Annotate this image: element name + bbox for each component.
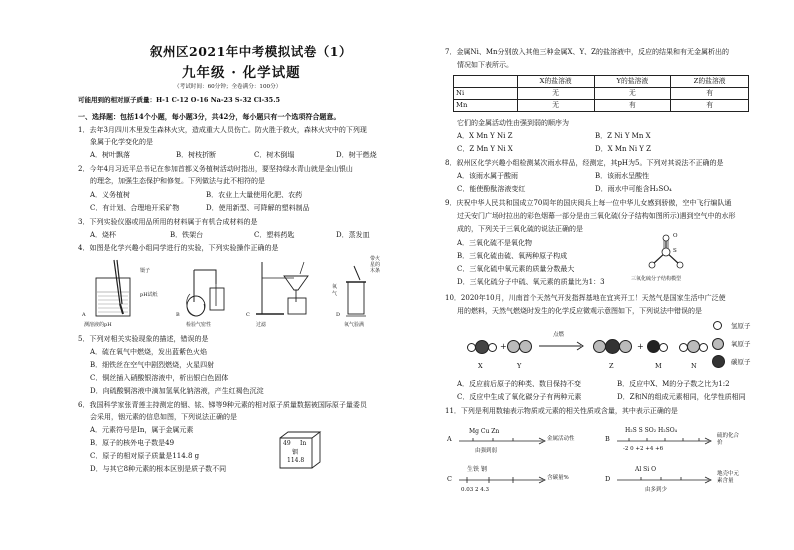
q2-option-d: D．使用新型、可降解的塑料制品 [206, 204, 310, 212]
q2-stem-line2: 的理念，加强生态保护和修复。下列做法与此不相符的是 [90, 177, 265, 185]
q6-option-d: D．与其它8种元素的根本区别是质子数不同 [90, 465, 227, 473]
figure-ph-test [92, 256, 154, 320]
label-m: M [655, 362, 662, 370]
q3-stem: 3．下列实验仪器或用品所用的材料属于有机合成材料的是 [78, 218, 258, 226]
q10-option-d: D．Z和N的组成元素相同，化学性质相同 [617, 393, 746, 401]
left-column [78, 0, 408, 550]
figure-filtration [248, 258, 322, 320]
fig-d-label-3: 木条 [370, 268, 381, 274]
q7-stem-line1: 7．金属Ni、Mn分别放入其他三种金属X、Y、Z的盐溶液中，反应的结果和有无金属析出的 [445, 48, 729, 56]
q6-option-b: B．原子的核外电子数是49 [90, 439, 175, 447]
table-cell: 有 [671, 88, 749, 100]
legend-c-label: 碳原子 [731, 358, 751, 366]
q11-b-letter: B [605, 435, 610, 443]
q10-option-a: A．反应前后原子的种类、数目保持不变 [457, 380, 582, 388]
q5-option-d: D．向硫酸铜溶液中滴加氢氧化钠溶液，产生红褐色沉淀 [90, 387, 264, 395]
label-z: Z [609, 362, 614, 370]
q2-option-b: B．农业上大量使用化肥、农药 [206, 191, 303, 199]
legend-c-swatch [712, 355, 725, 368]
q11-d-top: Al Si O [635, 466, 657, 473]
q8-option-b: B．该雨水呈酸性 [595, 172, 650, 180]
reaction-condition: 点燃 [553, 332, 565, 338]
q9-option-b: B．三氧化硫由硫、氧两种原子构成 [457, 252, 568, 260]
q11-stem: 11．下列是利用数轴表示物质或元素的相关性质或含量，其中表示正确的是 [445, 407, 678, 415]
element-atomic-number: 49 [283, 440, 291, 447]
q11-a-top: Mg Cu Zn [469, 428, 500, 435]
q11-b-top: H₂S S SO₂ H₂SO₄ [625, 427, 678, 434]
table-cell: 无 [517, 100, 594, 112]
label-n: N [691, 362, 697, 370]
n-molecule-h [699, 343, 708, 352]
fig-c-letter: C [246, 312, 250, 318]
legend-h-label: 氢原子 [731, 322, 751, 330]
x-molecule-h [488, 343, 497, 352]
q7-option-c: C．Z Mn Y Ni X [457, 145, 513, 153]
figure-airtightness [182, 264, 232, 320]
legend-o-label: 氧原子 [731, 340, 751, 348]
table-cell: Ni [454, 88, 518, 100]
fig-a-letter: A [82, 312, 86, 318]
q5-stem: 5．下列对相关实验现象的描述，错误的是 [78, 335, 209, 343]
q9-stem-line1: 9．庆祝中华人民共和国成立70周年的国庆阅兵上每一位中华儿女感到骄傲，空中飞行编队通 [445, 199, 732, 207]
plus-sign: + [500, 342, 507, 351]
fig-d-label-1: 带火 [370, 256, 381, 262]
fig-b-letter: B [176, 312, 180, 318]
q11-d-bottom: 由多到少 [645, 487, 668, 493]
exam-title: 叙州区2021年中考模拟试卷（1） [150, 44, 352, 59]
q11-a-label: 金属活动性 [547, 436, 575, 442]
q5-option-b: B．细铁丝在空气中剧烈燃烧，火星四射 [90, 361, 215, 369]
y-molecule-o [519, 340, 532, 353]
q11-c-top: 生铁 钢 [467, 466, 487, 473]
q3-option-b: B．铁架台 [170, 231, 204, 239]
fig-c-caption: 过滤 [256, 322, 267, 328]
q7-option-b: B．Z Ni Y Mn X [595, 132, 651, 140]
q9-option-c: C．三氧化硫中氧元素的质量分数最大 [457, 265, 575, 273]
q11-c-axis [457, 476, 549, 484]
so3-caption: 三氧化硫分子结构模型 [631, 276, 682, 282]
q4-stem: 4．如图是化学兴趣小组同学进行的实验，下列实验操作正确的是 [78, 244, 279, 252]
q11-d-label: 地壳中元素含量 [717, 471, 740, 484]
q5-option-c: C．铜丝插入硝酸银溶液中，析出银白色固体 [90, 374, 229, 382]
x-molecule-c [475, 340, 489, 354]
q11-c-label: 含碳量% [547, 475, 569, 481]
q10-stem-line1: 10．2020年10月，川南首个天然气开发指挥基地在宜宾开工！天然气是国家生活中广泛使 [445, 294, 726, 302]
fig-d-label-4: 氧 [332, 284, 338, 290]
legend-h-swatch [713, 321, 722, 330]
element-mass: 114.8 [287, 457, 305, 464]
m-molecule-h [659, 343, 668, 352]
q2-stem-line1: 2．今年4月习近平总书记在参加首都义务植树活动时指出，要坚持绿水青山就是金山银山 [78, 165, 353, 173]
q3-option-a: A．烧杯 [90, 231, 117, 239]
legend-o-swatch [712, 338, 724, 350]
fig-d-label-2: 星的 [370, 262, 381, 268]
table-row [454, 88, 749, 100]
q10-stem-line2: 用的燃料，天然气燃烧时发生的化学反应微观示意图如下，下列说法中错误的是 [457, 307, 702, 315]
fig-a-label-ph-paper: pH试纸 [140, 292, 158, 298]
q6-stem-line2: 会采用，铟元素的信息如图，下列说法正确的是 [90, 413, 237, 421]
metal-reaction-table [453, 75, 749, 112]
fig-d-label-5: 气 [332, 291, 338, 297]
q6-option-a: A．元素符号是In，属于金属元素 [90, 426, 194, 434]
table-cell: 有 [671, 100, 749, 112]
atomic-mass-line: 可能用到的相对原子质量：H-1 C-12 O-16 Na-23 S-32 Cl-35.5 [78, 96, 280, 104]
q8-option-c: C．能使酚酞溶液变红 [457, 185, 526, 193]
table-header-cell: Z的盐溶液 [671, 76, 749, 88]
table-cell: 无 [517, 88, 594, 100]
q10-option-b: B．反应中X、M的分子数之比为1:2 [617, 380, 730, 388]
right-column [445, 0, 780, 550]
q8-option-a: A．该雨水属于酸雨 [457, 172, 519, 180]
q11-d-axis [615, 476, 715, 484]
table-header-cell: Y的盐溶液 [594, 76, 671, 88]
so3-molecule-model [641, 232, 691, 274]
q1-option-c: C．树木倒塌 [254, 151, 295, 159]
q9-option-d: D．三氧化硫分子中硫、氧元素的质量比为1：3 [457, 278, 605, 286]
label-x: X [478, 362, 483, 370]
fig-d-letter: D [336, 312, 341, 318]
table-row [454, 100, 749, 112]
fig-b-caption: 检验气密性 [186, 322, 212, 328]
element-name: 铟 [292, 449, 299, 456]
table-cell: 无 [594, 88, 671, 100]
q11-a-axis [457, 437, 549, 445]
q9-stem-line3: 成的，下列关于三氧化硫的说法正确的是 [457, 225, 583, 233]
section-heading: 一、选择题：包括14个小题，每小题3分，共42分，每小题只有一个选项符合题意。 [78, 112, 341, 121]
q8-option-d: D．雨水中可能含H₂SO₄ [595, 185, 672, 193]
q11-b-label: 硫的化合价 [717, 433, 740, 446]
table-header-cell [454, 76, 518, 88]
table-cell: 有 [594, 100, 671, 112]
q9-stem-line2: 过天安门广场时拉出的彩色烟幕一部分是由三氧化硫(分子结构如图所示)遇到空气中的水形 [457, 212, 736, 220]
reaction-arrow [537, 340, 587, 352]
q11-c-letter: C [447, 475, 452, 483]
q7-option-d: D．X Mn Ni Y Z [595, 145, 652, 153]
q10-option-c: C．反应中生成了氧化碳分子有两种元素 [457, 393, 582, 401]
q11-c-bottom: 0.03 2 4.3 [461, 487, 489, 493]
q3-option-c: C．塑料药匙 [254, 231, 295, 239]
q6-option-c: C．原子的相对原子质量是114.8 g [90, 452, 200, 460]
q11-a-bottom: 由强到弱 [475, 448, 498, 454]
q7-question: 它们的金属活动性由强到弱的顺序为 [457, 119, 569, 127]
exam-subtitle: 九年级 · 化学试题 [182, 65, 301, 81]
q8-stem: 8．叙州区化学兴趣小组检测某次雨水样品，经测定，其pH为5。下列对其说法不正确的是 [445, 159, 724, 167]
label-y: Y [517, 362, 522, 370]
so3-atom-s-label: S [673, 248, 677, 254]
q2-option-a: A．义务植树 [90, 191, 131, 199]
fig-a-caption: 测溶液的pH [84, 322, 112, 328]
table-cell: Mn [454, 100, 518, 112]
q1-option-b: B．树枝折断 [176, 151, 217, 159]
z-molecule-c [605, 339, 620, 354]
exam-time-score: （考试时间：60分钟；全卷满分：100分） [174, 84, 282, 90]
z-molecule-o [619, 340, 632, 353]
q11-b-bottom: -2 0 +2 +4 +6 [623, 446, 664, 452]
fig-d-caption: 氧气验满 [344, 322, 365, 328]
q3-option-d: D．蒸发皿 [336, 231, 370, 239]
q9-option-a: A．三氧化硫不是氧化物 [457, 239, 533, 247]
q11-b-axis [615, 437, 715, 445]
q2-option-c: C．有计划、合理地开采矿物 [90, 204, 180, 212]
q1-stem-line1: 1．去年3月四川木里发生森林火灾，造成重大人员伤亡。防火胜于救火，森林火灾中的下列现 [78, 126, 367, 134]
q7-option-a: A．X Mn Y Ni Z [457, 132, 513, 140]
q5-option-a: A．硫在氧气中燃烧，发出蓝紫色火焰 [90, 348, 208, 356]
q1-stem-line2: 象属于化学变化的是 [90, 138, 153, 146]
q11-d-letter: D [605, 475, 611, 483]
table-header-row [454, 76, 749, 88]
so3-atom-o-label: O [673, 233, 678, 239]
q6-stem-line1: 6．我国科学家张青莲主持测定的铟、铱、锑等9种元素的相对原子质量数据被国际原子量委员 [78, 401, 367, 409]
q11-a-letter: A [447, 435, 452, 443]
fig-a-label-tweezers: 镊子 [140, 268, 151, 274]
element-symbol: In [300, 440, 307, 447]
q1-option-a: A．树叶飘落 [90, 151, 131, 159]
table-header-cell: X的盐溶液 [517, 76, 594, 88]
q7-stem-line2: 情况如下表所示。 [457, 61, 513, 69]
q1-option-d: D．树干燃烧 [336, 151, 377, 159]
plus-sign: + [637, 342, 644, 351]
